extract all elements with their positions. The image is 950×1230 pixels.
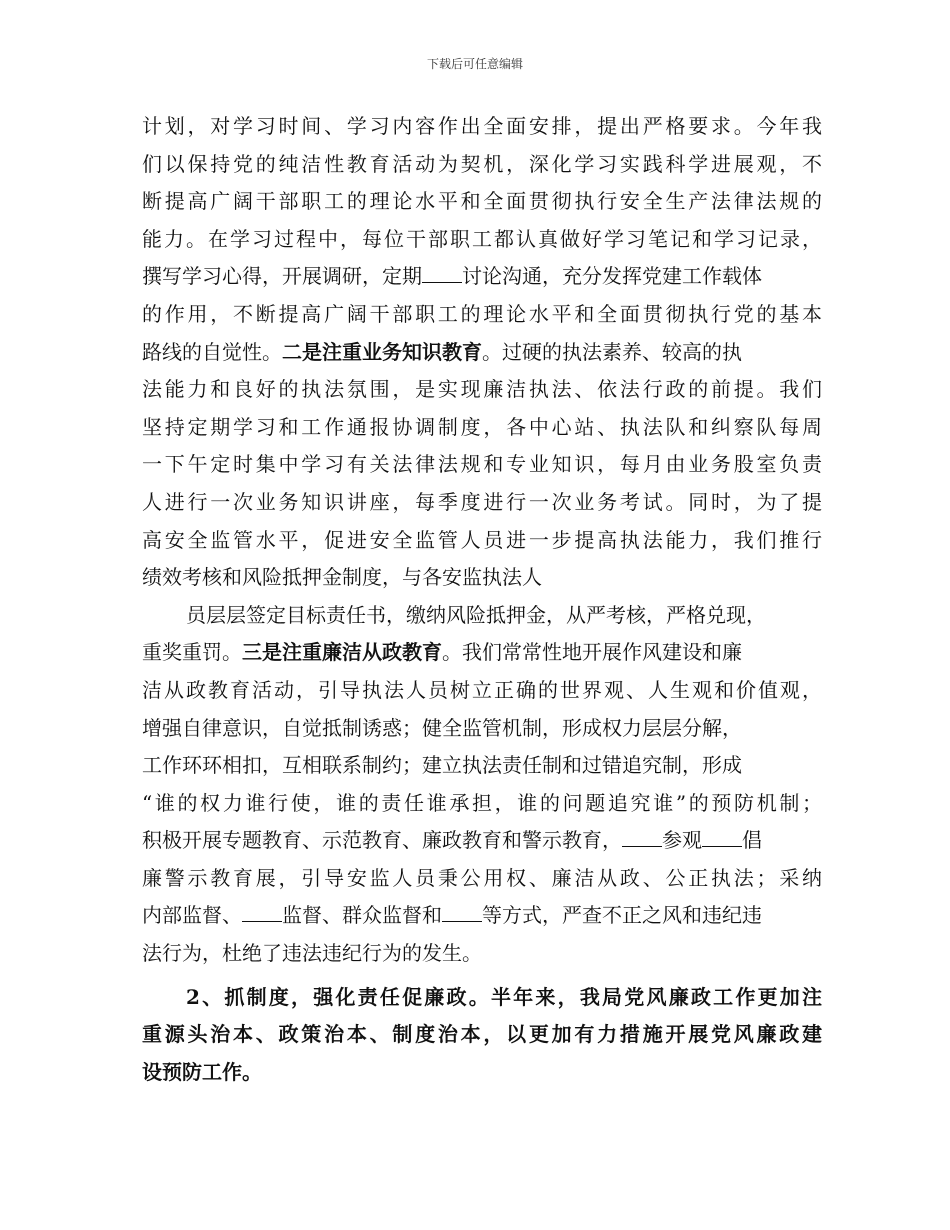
text-segment: 重奖重罚。 <box>142 640 242 665</box>
text-line: 员层层签定目标责任书，缴纳风险抵押金，从严考核，严格兑现， <box>186 602 766 627</box>
text-line: 重源头治本、政策治本、制度治本，以更加有力措施开展党风廉政建 <box>142 1022 822 1047</box>
text-segment: 。过硬的执法素养、较高的执 <box>482 339 742 364</box>
text-line: 廉警示教育展，引导安监人员秉公用权、廉洁从政、公正执法；采纳 <box>142 865 822 890</box>
text-line: 2、抓制度，强化责任促廉政。半年来，我局党风廉政工作更加注 <box>186 984 822 1009</box>
text-line: 一下午定时集中学习有关法律法规和专业知识，每月由业务股室负责 <box>142 452 822 477</box>
document-body <box>142 108 822 1091</box>
text-segment: 倡 <box>742 828 762 853</box>
text-line: 设预防工作。 <box>142 1059 262 1084</box>
text-line <box>142 897 822 935</box>
text-line: 断提高广阔干部职工的理论水平和全面贯彻执行安全生产法律法规的 <box>142 189 822 214</box>
bold-heading: 二是注重业务知识教育 <box>282 339 482 364</box>
text-segment: 。我们常常性地开展作风建设和廉 <box>442 640 742 665</box>
text-line: “谁的权力谁行使，谁的责任谁承担，谁的问题追究谁”的预防机制； <box>142 790 822 815</box>
text-line: 坚持定期学习和工作通报协调制度，各中心站、执法队和纠察队每周 <box>142 414 822 439</box>
text-line: 高安全监管水平，促进安全监管人员进一步提高执法能力，我们推行 <box>142 527 822 552</box>
text-segment: 路线的自觉性。 <box>142 339 282 364</box>
text-line <box>142 822 822 860</box>
text-segment: 内部监督、 <box>142 903 242 928</box>
text-line: 的作用，不断提高广阔干部职工的理论水平和全面贯彻执行党的基本 <box>142 301 822 326</box>
text-line: 能力。在学习过程中，每位干部职工都认真做好学习笔记和学习记录， <box>142 226 822 251</box>
text-segment: 监督、群众监督和 <box>282 903 442 928</box>
fill-blank <box>242 903 282 922</box>
text-line: 计划，对学习时间、学习内容作出全面安排，提出严格要求。今年我 <box>142 114 822 138</box>
text-line: 增强自律意识，自觉抵制诱惑；健全监管机制，形成权力层层分解， <box>142 715 742 740</box>
text-segment: 等方式，严查不正之风和违纪违 <box>482 903 762 928</box>
fill-blank <box>442 903 482 922</box>
text-line: 们以保持党的纯洁性教育活动为契机，深化学习实践科学进展观，不 <box>142 151 822 176</box>
text-segment: 讨论沟通，充分发挥党建工作载体 <box>462 264 762 289</box>
text-segment: 参观 <box>662 828 702 853</box>
text-line: 洁从政教育活动，引导执法人员树立正确的世界观、人生观和价值观， <box>142 677 822 702</box>
text-line <box>142 334 822 372</box>
text-line: 法行为，杜绝了违法违纪行为的发生。 <box>142 941 482 966</box>
text-line: 工作环环相扣，互相联系制约；建立执法责任制和过错追究制，形成 <box>142 753 742 778</box>
fill-blank <box>622 828 662 847</box>
text-line <box>142 634 822 672</box>
fill-blank <box>702 828 742 847</box>
text-line: 人进行一次业务知识讲座，每季度进行一次业务考试。同时，为了提 <box>142 489 822 514</box>
text-line: 法能力和良好的执法氛围，是实现廉洁执法、依法行政的前提。我们 <box>142 377 822 402</box>
page-header: 下载后可任意编辑 <box>426 57 523 71</box>
text-segment: 撰写学习心得，开展调研，定期 <box>142 264 422 289</box>
fill-blank <box>422 264 462 283</box>
text-line <box>142 258 822 296</box>
text-line: 绩效考核和风险抵押金制度，与各安监执法人 <box>142 565 542 590</box>
bold-heading: 三是注重廉洁从政教育 <box>242 640 442 665</box>
text-segment: 积极开展专题教育、示范教育、廉政教育和警示教育， <box>142 828 622 853</box>
